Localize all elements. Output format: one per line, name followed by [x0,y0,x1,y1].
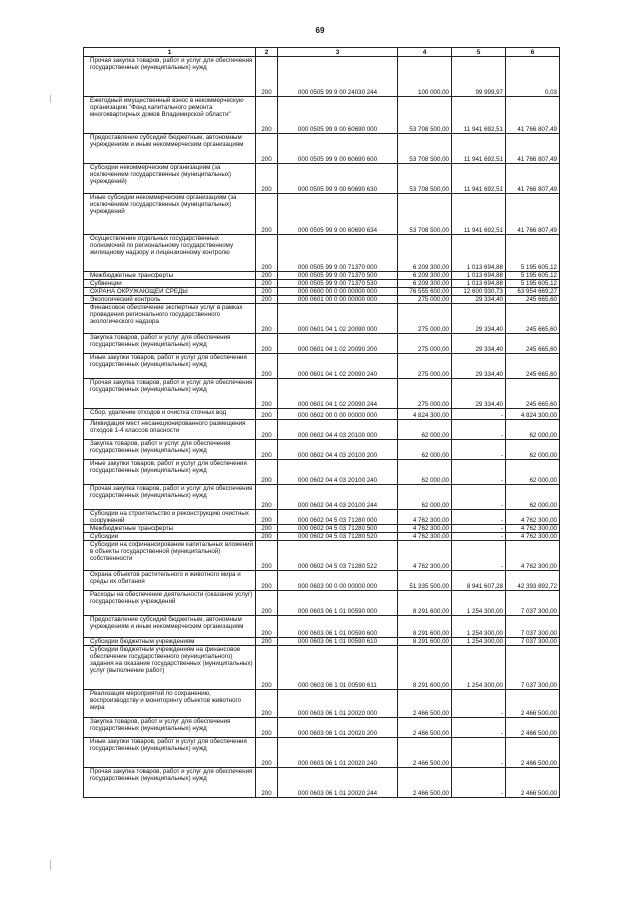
row-unexecuted-amount: 63 954 669,27 [506,288,560,296]
row-executed-amount: 11 941 692,51 [452,194,506,235]
table-row [84,304,560,334]
row-line-code: 200 [256,738,278,768]
row-unexecuted-amount: 2 466 500,00 [506,690,560,718]
row-name: Субсидии на строительство и реконструкцию очистных сооружений [84,510,256,525]
table-row [84,57,560,97]
row-unexecuted-amount: 2 466 500,00 [506,768,560,798]
row-executed-amount: 1 254 300,00 [452,638,506,646]
row-executed-amount: 12 600 930,73 [452,288,506,296]
row-line-code: 200 [256,571,278,591]
table-row [84,460,560,485]
row-budget-code: 000 0601 00 0 00 00000 000 [278,296,398,304]
row-name: Прочая закупка товаров, работ и услуг для обеспечения государственных (муниципальных) нужд [84,768,256,798]
table-row [84,164,560,194]
row-approved-amount: 62 000,00 [398,460,452,485]
table-row [84,288,560,296]
row-line-code: 200 [256,638,278,646]
row-executed-amount: 11 941 692,51 [452,97,506,134]
row-line-code: 200 [256,354,278,379]
row-executed-amount: 8 941 607,28 [452,571,506,591]
row-unexecuted-amount: 62 000,00 [506,420,560,440]
row-line-code: 200 [256,768,278,798]
row-unexecuted-amount: 2 466 500,00 [506,718,560,738]
row-executed-amount: 1 013 694,88 [452,272,506,280]
row-budget-code: 000 0603 06 1 01 00590 610 [278,638,398,646]
row-unexecuted-amount: 7 037 300,00 [506,638,560,646]
row-unexecuted-amount: 4 824 300,00 [506,409,560,420]
row-line-code: 200 [256,235,278,272]
row-name: ОХРАНА ОКРУЖАЮЩЕЙ СРЕДЫ [84,288,256,296]
row-budget-code: 000 0601 04 1 02 20090 000 [278,304,398,334]
row-approved-amount: 6 209 300,00 [398,280,452,288]
row-name: Ежегодный имущественный взнос в некоммерческую организацию "Фонд капитального ремонта многоквартирных домов Владимирской области" [84,97,256,134]
row-name: Сбор, удаление отходов и очистка сточных вод [84,409,256,420]
row-line-code: 200 [256,718,278,738]
row-approved-amount: 53 708 500,00 [398,164,452,194]
row-name: Субсидии [84,533,256,541]
row-unexecuted-amount: 42 393 892,72 [506,571,560,591]
page-number: 69 [315,26,325,35]
row-approved-amount: 6 209 300,00 [398,272,452,280]
row-unexecuted-amount: 4 762 300,00 [506,541,560,571]
row-line-code: 200 [256,164,278,194]
row-unexecuted-amount: 41 766 807,49 [506,164,560,194]
row-line-code: 200 [256,591,278,616]
table-row [84,485,560,510]
row-budget-code: 000 0603 06 1 01 20020 000 [278,690,398,718]
row-name: Реализация мероприятий по сохранению, воспроизводству и мониторингу объектов животного мира [84,690,256,718]
row-executed-amount: 11 941 692,51 [452,164,506,194]
row-approved-amount: 8 291 600,00 [398,616,452,638]
table-row [84,616,560,638]
row-name: Иные субсидии некоммерческим организациям (за исключением государственных (муниципальных) учреждений [84,194,256,235]
row-executed-amount: - [452,485,506,510]
table-row [84,510,560,525]
table-row [84,768,560,798]
row-budget-code: 000 0505 99 9 00 60690 000 [278,97,398,134]
row-unexecuted-amount: 4 762 300,00 [506,525,560,533]
scan-margin-line [50,860,51,870]
row-unexecuted-amount: 41 766 807,49 [506,134,560,164]
row-budget-code: 000 0505 99 9 00 71370 500 [278,272,398,280]
column-number: 4 [398,48,452,57]
row-approved-amount: 4 824 300,00 [398,409,452,420]
row-name: Иные закупки товаров, работ и услуг для обеспечения государственных (муниципальных) нужд [84,354,256,379]
row-approved-amount: 275 000,00 [398,296,452,304]
row-name: Субсидии бюджетным учреждениям на финансовое обеспечение государственного (муниципального) задания на оказание государственных (муниципальных) услуг (выполнение работ) [84,646,256,690]
table-row [84,533,560,541]
table-row [84,272,560,280]
row-approved-amount: 275 000,00 [398,334,452,354]
table-row [84,638,560,646]
row-budget-code: 000 0602 04 4 03 20100 240 [278,460,398,485]
row-unexecuted-amount: 62 000,00 [506,440,560,460]
table-row [84,718,560,738]
row-budget-code: 000 0602 04 5 03 71280 520 [278,533,398,541]
table-row [84,591,560,616]
row-approved-amount: 100 000,00 [398,57,452,97]
table-row [84,379,560,409]
row-name: Закупка товаров, работ и услуг для обеспечения государственных (муниципальных) нужд [84,334,256,354]
row-budget-code: 000 0603 06 1 01 20020 240 [278,738,398,768]
row-name: Прочая закупка товаров, работ и услуг для обеспечения государственных (муниципальных) нужд [84,57,256,97]
row-line-code: 200 [256,485,278,510]
row-line-code: 200 [256,296,278,304]
row-line-code: 200 [256,272,278,280]
row-approved-amount: 76 555 600,00 [398,288,452,296]
row-executed-amount: - [452,420,506,440]
row-approved-amount: 275 000,00 [398,379,452,409]
row-line-code: 200 [256,280,278,288]
row-unexecuted-amount: 4 762 300,00 [506,533,560,541]
row-executed-amount: 1 013 694,88 [452,235,506,272]
row-unexecuted-amount: 5 195 605,12 [506,272,560,280]
row-budget-code: 000 0603 06 1 01 20020 244 [278,768,398,798]
column-number: 3 [278,48,398,57]
row-budget-code: 000 0602 04 5 03 71280 522 [278,541,398,571]
row-unexecuted-amount: 2 466 500,00 [506,738,560,768]
row-executed-amount: 11 941 692,51 [452,134,506,164]
table-row [84,235,560,272]
row-line-code: 200 [256,420,278,440]
row-unexecuted-amount: 245 665,60 [506,304,560,334]
row-name: Предоставление субсидий бюджетным, автономным учреждениям и иным некоммерческим организациям [84,616,256,638]
row-line-code: 200 [256,460,278,485]
row-approved-amount: 8 291 600,00 [398,591,452,616]
scan-margin-line [50,95,51,103]
row-budget-code: 000 0602 04 5 03 71280 000 [278,510,398,525]
row-executed-amount: - [452,541,506,571]
row-approved-amount: 2 466 500,00 [398,738,452,768]
row-unexecuted-amount: 41 766 807,49 [506,194,560,235]
row-name: Иные закупки товаров, работ и услуг для обеспечения государственных (муниципальных) нужд [84,460,256,485]
row-unexecuted-amount: 62 000,00 [506,485,560,510]
row-approved-amount: 2 466 500,00 [398,718,452,738]
column-number: 6 [506,48,560,57]
row-budget-code: 000 0603 06 1 01 00590 611 [278,646,398,690]
row-approved-amount: 4 762 300,00 [398,510,452,525]
row-budget-code: 000 0601 04 1 02 20090 200 [278,334,398,354]
row-budget-code: 000 0602 04 4 03 20100 000 [278,420,398,440]
row-executed-amount: 99 999,97 [452,57,506,97]
row-line-code: 200 [256,541,278,571]
row-approved-amount: 8 291 600,00 [398,638,452,646]
column-number: 5 [452,48,506,57]
row-name: Экологический контроль [84,296,256,304]
row-name: Ликвидация мест несанкционированного размещения отходов 1-4 классов опасности [84,420,256,440]
row-unexecuted-amount: 245 665,60 [506,296,560,304]
row-executed-amount: 29 334,40 [452,304,506,334]
table-row [84,194,560,235]
row-approved-amount: 62 000,00 [398,485,452,510]
row-approved-amount: 2 466 500,00 [398,768,452,798]
row-line-code: 200 [256,533,278,541]
row-executed-amount: 29 334,40 [452,354,506,379]
table-row [84,280,560,288]
budget-execution-table [83,47,560,798]
row-approved-amount: 275 000,00 [398,354,452,379]
table-row [84,690,560,718]
table-row [84,525,560,533]
row-approved-amount: 275 000,00 [398,304,452,334]
row-line-code: 200 [256,409,278,420]
row-line-code: 200 [256,57,278,97]
row-approved-amount: 53 708 500,00 [398,194,452,235]
row-name: Субсидии на софинансирование капитальных вложений в объекты государственной (муниципальной) собственности [84,541,256,571]
row-approved-amount: 4 762 300,00 [398,541,452,571]
row-unexecuted-amount: 41 766 807,49 [506,97,560,134]
row-executed-amount: - [452,718,506,738]
column-number: 2 [256,48,278,57]
row-budget-code: 000 0603 06 1 01 00590 000 [278,591,398,616]
row-unexecuted-amount: 7 037 300,00 [506,646,560,690]
table-row [84,296,560,304]
table-row [84,354,560,379]
row-name: Осуществление отдельных государственных полномочий по региональному государственному жилищному надзору и лицензионному контролю [84,235,256,272]
row-budget-code: 000 0505 99 9 00 71370 530 [278,280,398,288]
row-approved-amount: 53 708 500,00 [398,134,452,164]
row-line-code: 200 [256,440,278,460]
row-executed-amount: 1 254 300,00 [452,591,506,616]
row-budget-code: 000 0505 99 9 00 24030 244 [278,57,398,97]
row-name: Прочая закупка товаров, работ и услуг для обеспечения государственных (муниципальных) нужд [84,379,256,409]
table-row [84,541,560,571]
row-name: Охрана объектов растительного и животного мира и среды их обитания [84,571,256,591]
row-line-code: 200 [256,288,278,296]
row-name: Финансовое обеспечение экспертных услуг в рамках проведения регионального государственного экологического надзора [84,304,256,334]
table-row [84,738,560,768]
row-executed-amount: 29 334,40 [452,379,506,409]
row-name: Субсидии бюджетным учреждениям [84,638,256,646]
row-unexecuted-amount: 7 037 300,00 [506,591,560,616]
row-approved-amount: 4 762 300,00 [398,533,452,541]
row-executed-amount: - [452,690,506,718]
row-executed-amount: 1 013 694,88 [452,280,506,288]
row-executed-amount: - [452,533,506,541]
row-approved-amount: 62 000,00 [398,440,452,460]
row-name: Закупка товаров, работ и услуг для обеспечения государственных (муниципальных) нужд [84,718,256,738]
row-approved-amount: 51 335 500,00 [398,571,452,591]
row-budget-code: 000 0505 99 9 00 60690 630 [278,164,398,194]
row-executed-amount: - [452,460,506,485]
row-name: Субсидии некоммерческим организациям (за исключением государственных (муниципальных) учреждений) [84,164,256,194]
row-executed-amount: - [452,738,506,768]
row-line-code: 200 [256,334,278,354]
row-budget-code: 000 0505 99 9 00 60690 634 [278,194,398,235]
row-name: Расходы на обеспечение деятельности (оказание услуг) государственных учреждений [84,591,256,616]
row-unexecuted-amount: 62 000,00 [506,460,560,485]
row-approved-amount: 6 209 300,00 [398,235,452,272]
row-name: Иные закупки товаров, работ и услуг для обеспечения государственных (муниципальных) нужд [84,738,256,768]
table-row [84,646,560,690]
row-line-code: 200 [256,690,278,718]
column-number-row [84,48,560,57]
row-executed-amount: - [452,768,506,798]
row-name: Межбюджетные трансферты [84,272,256,280]
row-executed-amount: - [452,525,506,533]
row-unexecuted-amount: 5 195 605,12 [506,280,560,288]
row-name: Межбюджетные трансферты [84,525,256,533]
table-row [84,409,560,420]
row-line-code: 200 [256,646,278,690]
table-row [84,134,560,164]
row-unexecuted-amount: 7 037 300,00 [506,616,560,638]
row-budget-code: 000 0600 00 0 00 00000 000 [278,288,398,296]
row-executed-amount: 1 254 300,00 [452,646,506,690]
row-line-code: 200 [256,304,278,334]
row-approved-amount: 62 000,00 [398,420,452,440]
row-unexecuted-amount: 245 665,60 [506,334,560,354]
row-name: Предоставление субсидий бюджетным, автономным учреждениям и иным некоммерческим организациям [84,134,256,164]
row-line-code: 200 [256,194,278,235]
row-unexecuted-amount: 245 665,60 [506,379,560,409]
row-budget-code: 000 0603 06 1 01 00590 600 [278,616,398,638]
row-line-code: 200 [256,616,278,638]
row-line-code: 200 [256,97,278,134]
row-approved-amount: 53 708 500,00 [398,97,452,134]
row-budget-code: 000 0601 04 1 02 20090 240 [278,354,398,379]
table-row [84,97,560,134]
row-budget-code: 000 0601 04 1 02 20090 244 [278,379,398,409]
column-number: 1 [84,48,256,57]
table-row [84,571,560,591]
row-name: Закупка товаров, работ и услуг для обеспечения государственных (муниципальных) нужд [84,440,256,460]
row-budget-code: 000 0603 00 0 00 00000 000 [278,571,398,591]
row-executed-amount: - [452,510,506,525]
row-name: Субвенции [84,280,256,288]
row-unexecuted-amount: 245 665,60 [506,354,560,379]
row-approved-amount: 2 466 500,00 [398,690,452,718]
row-approved-amount: 8 291 600,00 [398,646,452,690]
row-line-code: 200 [256,525,278,533]
row-line-code: 200 [256,379,278,409]
row-budget-code: 000 0602 04 4 03 20100 244 [278,485,398,510]
table-row [84,334,560,354]
table-row [84,420,560,440]
table-row [84,440,560,460]
row-budget-code: 000 0505 99 9 00 71370 000 [278,235,398,272]
row-line-code: 200 [256,134,278,164]
row-budget-code: 000 0603 06 1 01 20020 200 [278,718,398,738]
row-executed-amount: 29 334,40 [452,334,506,354]
row-unexecuted-amount: 4 762 300,00 [506,510,560,525]
row-budget-code: 000 0505 99 9 00 60690 600 [278,134,398,164]
row-line-code: 200 [256,510,278,525]
row-budget-code: 000 0602 04 4 03 20100 200 [278,440,398,460]
row-executed-amount: - [452,440,506,460]
row-approved-amount: 4 762 300,00 [398,525,452,533]
row-executed-amount: 29 334,40 [452,296,506,304]
row-budget-code: 000 0602 00 0 00 00000 000 [278,409,398,420]
row-unexecuted-amount: 5 195 605,12 [506,235,560,272]
row-budget-code: 000 0602 04 5 03 71280 500 [278,525,398,533]
row-executed-amount: - [452,409,506,420]
row-name: Прочая закупка товаров, работ и услуг для обеспечения государственных (муниципальных) нужд [84,485,256,510]
row-executed-amount: 1 254 300,00 [452,616,506,638]
row-unexecuted-amount: 0,03 [506,57,560,97]
